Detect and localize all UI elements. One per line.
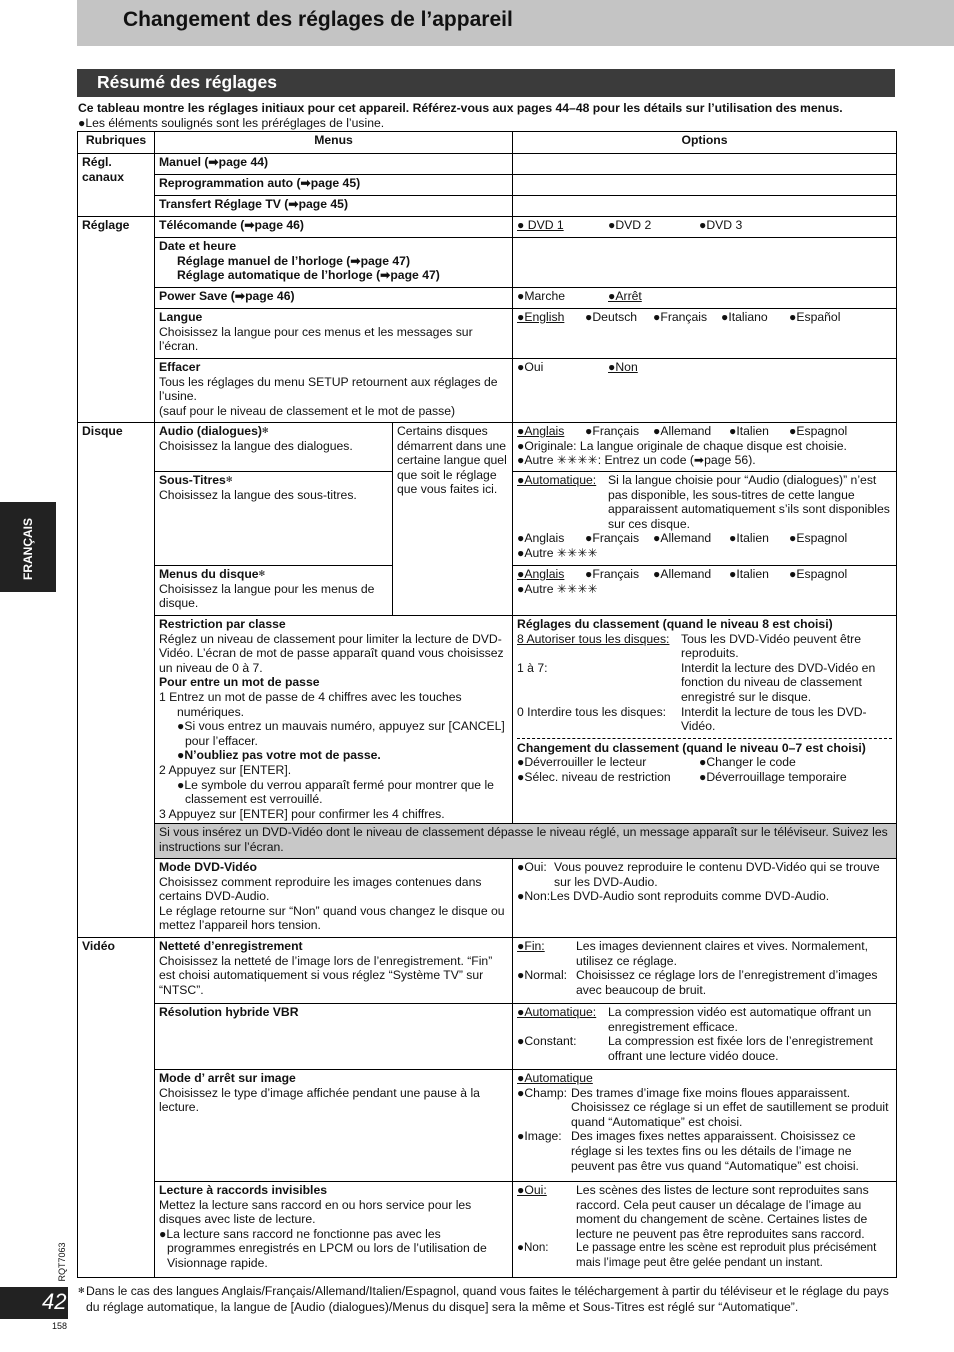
table-row (78, 196, 897, 217)
nettete-title: Netteté d’enregistrement (159, 939, 303, 953)
options-restriction (513, 616, 897, 824)
page-number-box (0, 1287, 68, 1319)
options-langue (513, 309, 897, 359)
mode-desc: Choisissez comment reproduire les images contenues dans certains DVD-Audio. (159, 874, 482, 904)
option-english: ●English (517, 310, 565, 324)
audio-title: Audio (dialogues) (159, 424, 262, 438)
options-empty (513, 196, 897, 217)
option-autre: ●Autre ✳✳✳✳: Entrez un code (➡page 56). (517, 453, 756, 468)
option-anglais: ●Anglais (517, 424, 565, 438)
option-francais: ●Français (585, 424, 640, 438)
table-header-row (78, 132, 897, 154)
classement-0-desc: Interdit la lecture de tous les DVD-Vidéo. (681, 704, 867, 734)
option-constant: ●Constant: (517, 1034, 577, 1049)
option-normal: ●Normal: (517, 968, 568, 983)
options-menus-disque (513, 566, 897, 616)
menu-manuel: Manuel (➡page 44) (155, 154, 513, 175)
menu-audio (155, 423, 393, 472)
langue-title: Langue (159, 310, 203, 324)
section-title: Résumé des réglages (97, 72, 277, 92)
audio-desc: Choisissez la langue des dialogues. (159, 438, 353, 453)
menu-transfert: Transfert Réglage TV (➡page 45) (155, 196, 513, 217)
option-selec-niveau: ●Sélec. niveau de restriction (517, 769, 671, 784)
sous-titres-title: Sous-Titres (159, 473, 226, 487)
image-desc: Des images fixes nettes apparaissent. Choisissez ce réglage si les textes fins ou les détails de l’image ne peuvent pas être vus quand “Automatique” est choisi. (571, 1129, 859, 1173)
option-espagnol: ●Espagnol (789, 531, 848, 546)
lecture-note: ●La lecture sans raccord ne fonctionne pas avec les programmes enregistrés en LPCM ou lors de l’utilisation de Visionnage rapide. (159, 1226, 487, 1270)
option-non: ●Non:Les DVD-Audio sont reproduits comme DVD-Audio. (517, 889, 830, 904)
option-espagnol: ●Espagnol (789, 567, 848, 581)
classement-1-7-label: 1 à 7: (517, 660, 548, 675)
menu-lecture-raccords (155, 1182, 513, 1278)
option-arret: ●Arrêt (608, 289, 642, 303)
option-autre: ●Autre ✳✳✳✳ (517, 545, 598, 560)
langue-desc: Choisissez la langue pour ces menus et les messages sur l’écran. (159, 324, 473, 354)
page-number-secondary: 158 (52, 1321, 68, 1331)
menus-disque-title: Menus du disque (159, 567, 259, 581)
options-effacer (513, 359, 897, 423)
classement-1-7-desc: Interdit la lecture des DVD-Vidéo en fonction du niveau de classement enregistré sur le disque. (681, 660, 876, 704)
table-row (78, 309, 897, 359)
rubrique-video: Vidéo (78, 938, 155, 1278)
table-row (78, 154, 897, 175)
option-automatique: ●Automatique (517, 1071, 593, 1085)
options-nettete (513, 938, 897, 1004)
intro-text: Ce tableau montre les réglages initiaux pour cet appareil. Référez-vous aux pages 44–48 pour les détails sur l’utilisation des menus. (78, 101, 843, 115)
classement-title: Réglages du classement (quand le niveau 8 est choisi) (517, 617, 833, 631)
classement-8-label: 8 Autoriser tous les disques: (517, 631, 670, 646)
rubrique-reglage: Réglage (78, 217, 155, 423)
document-id: RQT7063 (57, 1242, 67, 1282)
arret-title: Mode d’ arrêt sur image (159, 1071, 296, 1085)
menu-power-save: Power Save (➡page 46) (155, 288, 513, 309)
option-marche: ●Marche (517, 289, 566, 303)
oui-desc: Vous pouvez reproduire le contenu DVD-Vidéo qui se trouve sur les DVD-Audio. (554, 860, 880, 889)
header-options: Options (513, 132, 897, 154)
options-power (513, 288, 897, 309)
options-empty (513, 154, 897, 175)
option-italien: ●Italien (729, 424, 769, 438)
password-step-1: 1 Entrez un mot de passe de 4 chiffres avec les touches numériques. (159, 689, 462, 719)
footnote-mark: ✻ (78, 1286, 85, 1295)
page-number: 42 (42, 1289, 67, 1314)
arret-desc: Choisissez le type d’image affichée pendant une pause à la lecture. (159, 1085, 480, 1115)
option-italien: ●Italien (729, 567, 769, 581)
option-non: ●Non (608, 360, 638, 374)
table-row (78, 1070, 897, 1182)
sous-titres-desc: Choisissez la langue des sous-titres. (159, 487, 357, 502)
mode-desc-2: Le réglage retourne sur “Non” quand vous changez le disque ou mettez l’appareil hors tension. (159, 903, 505, 933)
classement-0-label: 0 Interdire tous les disques: (517, 704, 667, 719)
header-menus: Menus (155, 132, 513, 154)
options-arret-image (513, 1070, 897, 1182)
options-vbr (513, 1004, 897, 1070)
menu-restriction (155, 616, 513, 824)
side-tab-label: FRANÇAIS (21, 518, 35, 580)
options-telecommande (513, 217, 897, 238)
effacer-desc: Tous les réglages du menu SETUP retournent aux réglages de l’usine. (159, 374, 498, 404)
password-title: Pour entre un mot de passe (159, 675, 320, 690)
table-row (78, 859, 897, 938)
menu-vbr: Résolution hybride VBR (155, 1004, 513, 1070)
table-row (78, 217, 897, 238)
menu-langue (155, 309, 513, 359)
password-step-2-note: ●Le symbole du verrou apparaît fermé pour montrer que le classement est verrouillé. (177, 777, 494, 807)
options-empty (513, 238, 897, 288)
option-francais: ●Français (585, 567, 640, 581)
table-row (78, 359, 897, 423)
non-desc: Le passage entre les scène est reproduit plus précisément mais l’image peut être gelée pendant un instant. (576, 1241, 877, 1269)
intro-note: ●Les éléments soulignés sont les préréglages de l’usine. (78, 116, 385, 130)
normal-desc: Choisissez ce réglage lors de l’enregistrement d’images avec beaucoup de bruit. (576, 968, 878, 997)
option-oui: ●Oui (517, 360, 544, 374)
options-lecture-raccords (513, 1182, 897, 1278)
option-champ: ●Champ: (517, 1085, 568, 1100)
automatique-desc: La compression vidéo est automatique offrant un enregistrement efficace. (608, 1005, 872, 1034)
option-francais: ●Français (653, 310, 708, 324)
options-mode-dvd-video (513, 859, 897, 938)
table-row (78, 238, 897, 288)
option-changer-code: ●Changer le code (699, 755, 796, 770)
option-autre: ●Autre ✳✳✳✳ (517, 581, 598, 596)
option-allemand: ●Allemand (653, 531, 712, 546)
classement-warning-note: Si vous insérez un DVD-Vidéo dont le niveau de classement dépasse le niveau réglé, un message apparaît sur le téléviseur. Suivez les instructions sur l’écran. (155, 824, 897, 859)
options-audio (513, 423, 897, 472)
option-italiano: ●Italiano (721, 310, 768, 324)
mode-title: Mode DVD-Vidéo (159, 860, 257, 874)
option-francais: ●Français (585, 531, 640, 546)
note-langue-disque: Certains disques démarrent dans une certaine langue quel que soit le réglage que vous faites ici. (393, 423, 513, 616)
table-row (78, 288, 897, 309)
option-oui: ●Oui: (517, 1183, 547, 1197)
option-allemand: ●Allemand (653, 567, 712, 581)
rubrique-disque: Disque (78, 423, 155, 938)
table-row (78, 824, 897, 859)
option-anglais: ●Anglais (517, 567, 565, 581)
menu-nettete (155, 938, 513, 1004)
table-row (78, 616, 897, 824)
settings-table (77, 131, 897, 1278)
restriction-desc: Réglez un niveau de classement pour limiter la lecture de DVD-Vidéo. L’écran de mot de passe apparaît quand vous choisissez un niveau de 0 à 7. (159, 631, 504, 675)
constant-desc: La compression est fixée lors de l’enregistrement offrant une lecture vidéo douce. (608, 1034, 873, 1063)
date-sub-manuel: Réglage manuel de l’horloge (➡page 47) (177, 253, 411, 268)
options-empty (513, 175, 897, 196)
asterisk-mark: ✻ (261, 426, 269, 435)
date-title: Date et heure (159, 239, 237, 253)
nettete-desc: Choisissez la netteté de l’image lors de l’enregistrement. “Fin” est choisi automatiquement si vous réglez “Système TV” sur “NTSC”. (159, 953, 493, 997)
option-oui: ●Oui: (517, 860, 547, 874)
header-rubriques: Rubriques (78, 132, 155, 154)
classement-8-desc: Tous les DVD-Vidéo peuvent être reproduits. (681, 631, 861, 661)
automatique-desc: Si la langue choisie pour “Audio (dialogues)” n’est pas disponible, les sous-titres de cette langue apparaissent automatiquement s’ils sont disponibles sur ces disque. (608, 473, 890, 531)
asterisk-mark: ✻ (225, 475, 233, 484)
option-italien: ●Italien (729, 531, 769, 546)
lecture-desc: Mettez la lecture sans raccord en ou hors service pour les disques avec liste de lecture. (159, 1197, 472, 1227)
changement-title: Changement du classement (quand le niveau 0–7 est choisi) (517, 740, 866, 755)
option-espagnol: ●Espagnol (789, 424, 848, 438)
changement-section (517, 738, 892, 785)
option-dvd2: ●DVD 2 (608, 218, 652, 232)
table-row (78, 1004, 897, 1070)
menu-reprogrammation: Reprogrammation auto (➡page 45) (155, 175, 513, 196)
menu-date-heure (155, 238, 513, 288)
password-step-3: 3 Appuyez sur [ENTER] pour confirmer les 4 chiffres. (159, 806, 445, 821)
menu-menus-disque (155, 566, 393, 616)
option-fin: ●Fin: (517, 939, 545, 953)
menus-disque-desc: Choisissez la langue pour les menus de disque. (159, 581, 375, 611)
option-allemand: ●Allemand (653, 424, 712, 438)
page-title: Changement des réglages de l’appareil (123, 8, 513, 31)
option-automatique: ●Automatique: (517, 473, 597, 487)
option-image: ●Image: (517, 1129, 562, 1144)
password-step-1-warning: ●N’oubliez pas votre mot de passe. (177, 748, 381, 763)
option-dvd3: ●DVD 3 (699, 218, 743, 232)
option-espanol: ●Español (789, 310, 841, 324)
option-automatique: ●Automatique: (517, 1005, 597, 1019)
lecture-title: Lecture à raccords invisibles (159, 1183, 327, 1197)
date-sub-auto: Réglage automatique de l’horloge (➡page 47) (177, 268, 440, 283)
password-step-1-note: ●Si vous entrez un mauvais numéro, appuyez sur [CANCEL] pour l’effacer. (177, 719, 505, 748)
option-dvd1: ● DVD 1 (517, 218, 564, 232)
password-step-2: 2 Appuyez sur [ENTER]. (159, 762, 292, 777)
effacer-note: (sauf pour le niveau de classement et le mot de passe) (159, 403, 456, 418)
menu-sous-titres (155, 472, 393, 566)
restriction-title: Restriction par classe (159, 617, 286, 631)
rubrique-regl-canaux: Régl. canaux (78, 154, 155, 217)
table-row (78, 175, 897, 196)
fin-desc: Les images deviennent claires et vives. Normalement, utilisez ce réglage. (576, 939, 868, 968)
footnote (78, 1283, 894, 1315)
option-deutsch: ●Deutsch (585, 310, 638, 324)
champ-desc: Des trames d’image fixe moins floues apparaissent. Choisissez ce réglage si un effet de sautillement se produit quand “Automatique” est choisi. (571, 1085, 889, 1129)
options-sous-titres (513, 472, 897, 566)
menu-telecommande: Télécomande (➡page 46) (155, 217, 513, 238)
menu-mode-dvd-video (155, 859, 513, 938)
table-row (78, 423, 897, 472)
option-originale: ●Originale: La langue originale de chaque disque est choisie. (517, 438, 847, 453)
option-anglais: ●Anglais (517, 531, 565, 546)
oui-desc: Les scènes des listes de lecture sont reproduites sans raccord. Cela peut causer un décalage de l’image au moment du changement de scène. Certaines listes de lecture ne peuvent pas être reproduites sans raccord. (576, 1183, 869, 1241)
option-deverrouiller: ●Déverrouiller le lecteur (517, 755, 647, 770)
footnote-text: Dans le cas des langues Anglais/Français/Allemand/Italien/Espagnol, quand vous faites le téléchargement à partir du téléviseur et le réglage du pays du réglage automatique, la langue de [Audio (dialogues)/Menus du disque] sera la même et Sous-Titres est réglé sur “Automatique”. (86, 1284, 889, 1314)
language-side-tab (0, 502, 56, 592)
table-row (78, 1182, 897, 1278)
menu-effacer (155, 359, 513, 423)
table-row (78, 938, 897, 1004)
menu-arret-image (155, 1070, 513, 1182)
asterisk-mark: ✻ (258, 569, 266, 578)
option-deverrouillage-temp: ●Déverrouillage temporaire (699, 769, 847, 784)
effacer-title: Effacer (159, 360, 201, 374)
option-non: ●Non: (517, 1241, 549, 1255)
